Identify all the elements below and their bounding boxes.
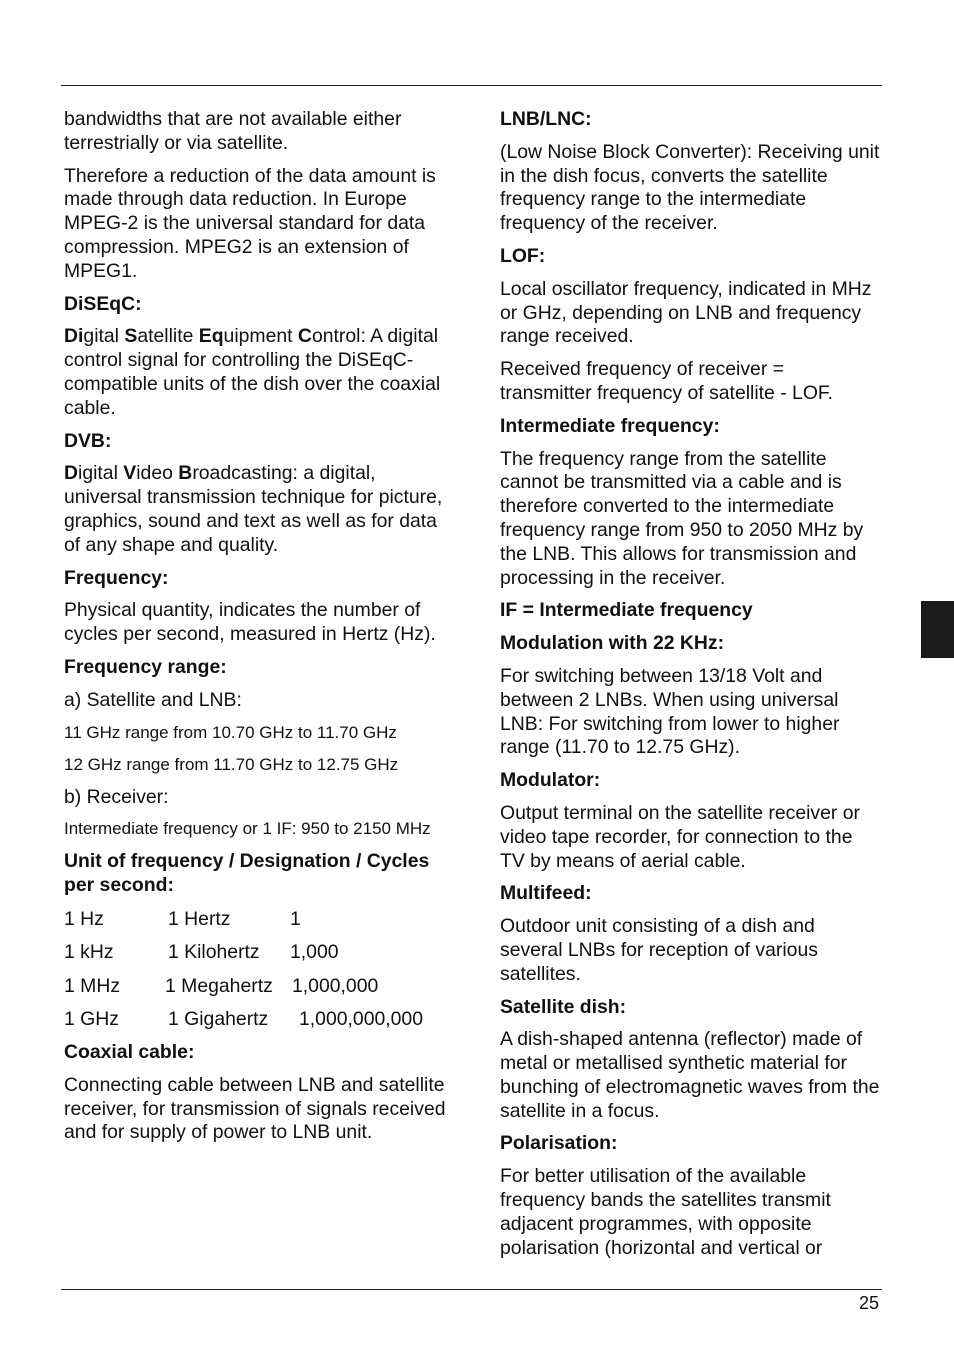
term-modulation-22khz: Modulation with 22 KHz:	[500, 632, 725, 655]
designation-cell: 1 Gigahertz	[168, 1008, 269, 1031]
right-column	[500, 108, 880, 1269]
table-row	[64, 940, 456, 964]
unit-cell: 1 MHz	[64, 974, 121, 997]
definition-satellite-dish: A dish-shaped antenna (reflector) made of metal or metallised synthetic material for bunching of electromagnetic waves from the satellite in a focus.	[500, 1028, 880, 1122]
definition-lof: Local oscillator frequency, indicated in MHz or GHz, depending on LNB and frequency range received.	[500, 277, 872, 348]
range-satellite-label: a) Satellite and LNB:	[64, 688, 242, 711]
range-11ghz: 11 GHz range from 10.70 GHz to 11.70 GHz	[64, 722, 397, 742]
definition-modulator: Output terminal on the satellite receiver or video tape recorder, for connection to the TV by means of aerial cable.	[500, 801, 860, 872]
definition-diseqc: Digital Satellite Equipment Control: A digital control signal for controlling the DiSEqC-compatible units of the dish over the coaxial cable.	[64, 325, 441, 419]
term-unit-of-frequency: Unit of frequency / Designation / Cycles per second:	[64, 850, 430, 897]
definition-multifeed: Outdoor unit consisting of a dish and several LNBs for reception of various satellites.	[500, 915, 818, 985]
chapter-tab-marker	[921, 601, 954, 658]
header-rule	[61, 85, 882, 86]
footer-rule	[61, 1289, 882, 1290]
designation-cell: 1 Megahertz	[165, 974, 273, 997]
definition-intermediate-frequency: The frequency range from the satellite cannot be transmitted via a cable and is therefore converted to the intermediate frequency range from 950 to 2050 MHz by the LNB. This allows for transmission and processing in the receiver.	[500, 447, 864, 589]
definition-frequency: Physical quantity, indicates the number of cycles per second, measured in Hertz (Hz).	[64, 599, 436, 646]
range-receiver-label: b) Receiver:	[64, 785, 169, 808]
term-satellite-dish: Satellite dish:	[500, 995, 627, 1018]
term-diseqc: DiSEqC:	[64, 292, 142, 315]
definition-lof-formula: Received frequency of receiver = transmitter frequency of satellite - LOF.	[500, 358, 834, 404]
table-row	[64, 1007, 456, 1031]
cycles-cell: 1,000,000	[292, 974, 379, 997]
term-if-abbreviation: IF = Intermediate frequency	[500, 599, 753, 622]
paragraph: bandwidths that are not available either terrestrially or via satellite.	[64, 108, 402, 154]
designation-cell: 1 Kilohertz	[168, 941, 260, 964]
term-intermediate-frequency: Intermediate frequency:	[500, 414, 720, 437]
table-row	[64, 974, 456, 998]
range-12ghz: 12 GHz range from 11.70 GHz to 12.75 GHz	[64, 754, 399, 774]
definition-dvb: Digital Video Broadcasting: a digital, universal transmission technique for picture, graphics, sound and text as well as for data of any shape and quality.	[64, 462, 443, 556]
paragraph: Therefore a reduction of the data amount is made through data reduction. In Europe MPEG-2 is the universal standard for data compression. MPEG2 is an extension of MPEG1.	[64, 164, 436, 282]
definition-lnb: (Low Noise Block Converter): Receiving unit in the dish focus, converts the satellite frequency range to the intermediate frequency of the receiver.	[500, 140, 880, 235]
term-dvb: DVB:	[64, 429, 112, 452]
term-lnb: LNB/LNC:	[500, 108, 592, 130]
definition-coaxial-cable: Connecting cable between LNB and satellite receiver, for transmission of signals received and for supply of power to LNB unit.	[64, 1073, 446, 1144]
page-number: 25	[858, 1293, 879, 1313]
left-column	[64, 108, 456, 1154]
definition-polarisation: For better utilisation of the available frequency bands the satellites transmit adjacent programmes, with opposite polarisation (horizontal and vertical or	[500, 1165, 831, 1259]
unit-cell: 1 Hz	[64, 907, 104, 930]
term-frequency: Frequency:	[64, 566, 169, 589]
term-lof: LOF:	[500, 244, 546, 267]
cycles-cell: 1,000,000,000	[299, 1008, 424, 1031]
term-polarisation: Polarisation:	[500, 1132, 618, 1155]
table-row	[64, 907, 456, 931]
definition-modulation-22khz: For switching between 13/18 Volt and between 2 LNBs. When using universal LNB: For switching from lower to higher range (11.70 to 12.75 GHz).	[500, 664, 840, 759]
range-if: Intermediate frequency or 1 IF: 950 to 2150 MHz	[64, 819, 431, 839]
term-multifeed: Multifeed:	[500, 882, 592, 905]
term-coaxial-cable: Coaxial cable:	[64, 1040, 195, 1063]
unit-cell: 1 GHz	[64, 1008, 119, 1031]
term-frequency-range: Frequency range:	[64, 655, 227, 678]
cycles-cell: 1	[290, 907, 301, 930]
unit-cell: 1 kHz	[64, 941, 114, 964]
frequency-unit-table	[64, 907, 456, 1032]
term-modulator: Modulator:	[500, 769, 601, 792]
designation-cell: 1 Hertz	[168, 907, 231, 930]
cycles-cell: 1,000	[290, 941, 339, 964]
